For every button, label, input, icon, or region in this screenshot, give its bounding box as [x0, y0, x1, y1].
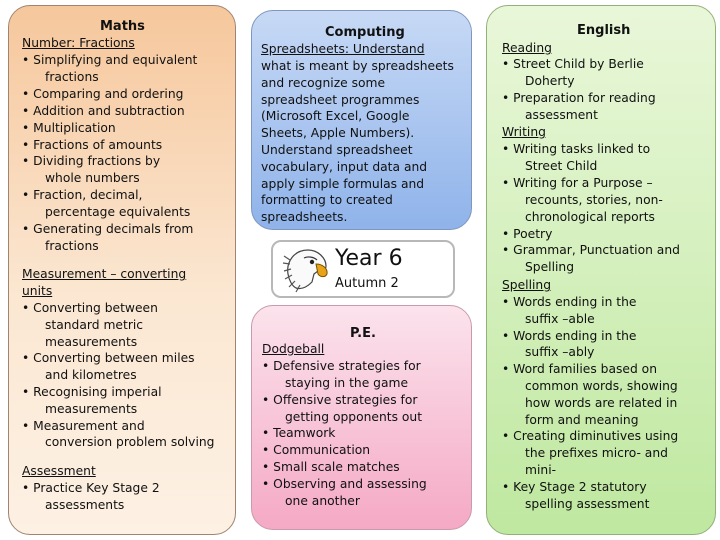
maths-heading-measurement-cont: units: [22, 284, 53, 298]
english-line: chronological reports: [525, 210, 655, 224]
pe-line: getting opponents out: [285, 410, 423, 424]
maths-heading-assessment: Assessment: [22, 464, 96, 478]
maths-line: measurements: [45, 335, 138, 349]
maths-line: fractions: [45, 70, 99, 84]
pe-line: • Communication: [262, 443, 371, 457]
english-line: • Words ending in the: [502, 329, 637, 343]
pe-line: staying in the game: [285, 376, 409, 390]
maths-line: fractions: [45, 239, 99, 253]
computing-line: apply simple formulas and: [261, 177, 425, 191]
english-line: Street Child: [525, 159, 598, 173]
english-heading-reading: Reading: [502, 41, 552, 55]
maths-line: • Generating decimals from: [22, 222, 194, 236]
maths-line: • Measurement and: [22, 419, 145, 433]
english-line: how words are related in: [525, 396, 678, 410]
computing-line: (Microsoft Excel, Google: [261, 109, 410, 123]
maths-line: and kilometres: [45, 368, 137, 382]
computing-line: spreadsheets.: [261, 210, 348, 224]
pe-line: one another: [285, 494, 360, 508]
english-line: • Words ending in the: [502, 295, 637, 309]
maths-line: • Multiplication: [22, 121, 116, 135]
english-line: spelling assessment: [525, 497, 650, 511]
english-line: suffix –able: [525, 312, 595, 326]
computing-line: formatting to created: [261, 193, 393, 207]
english-line: suffix –ably: [525, 345, 595, 359]
pe-line: • Offensive strategies for: [262, 393, 418, 407]
english-heading-writing: Writing: [502, 125, 546, 139]
pe-line: • Defensive strategies for: [262, 359, 421, 373]
maths-line: percentage equivalents: [45, 205, 191, 219]
maths-title: Maths: [100, 19, 145, 34]
english-line: recounts, stories, non-: [525, 193, 663, 207]
year-title: Year 6: [335, 246, 403, 271]
maths-line: assessments: [45, 498, 125, 512]
english-line: • Poetry: [502, 227, 553, 241]
english-line: • Creating diminutives using: [502, 429, 679, 443]
maths-line: • Converting between miles: [22, 351, 195, 365]
eagle-icon: [282, 244, 330, 294]
english-line: • Preparation for reading: [502, 91, 656, 105]
english-line: • Writing tasks linked to: [502, 142, 651, 156]
english-line: • Grammar, Punctuation and: [502, 243, 680, 257]
year-term: Autumn 2: [335, 276, 399, 291]
pe-title: P.E.: [350, 326, 376, 341]
english-line: Doherty: [525, 74, 575, 88]
maths-line: conversion problem solving: [45, 435, 215, 449]
english-line: • Key Stage 2 statutory: [502, 480, 647, 494]
computing-heading: Spreadsheets: Understand: [261, 42, 425, 56]
maths-line: whole numbers: [45, 171, 140, 185]
english-line: form and meaning: [525, 413, 639, 427]
english-title: English: [577, 23, 631, 38]
pe-heading: Dodgeball: [262, 342, 325, 356]
pe-line: • Observing and assessing: [262, 477, 427, 491]
maths-line: • Fraction, decimal,: [22, 188, 143, 202]
maths-line: • Fractions of amounts: [22, 138, 163, 152]
maths-line: • Addition and subtraction: [22, 104, 185, 118]
computing-line: what is meant by spreadsheets: [261, 59, 454, 73]
maths-heading-measurement: Measurement – converting: [22, 267, 187, 281]
pe-line: • Small scale matches: [262, 460, 400, 474]
maths-line: • Recognising imperial: [22, 385, 162, 399]
english-line: • Street Child by Berlie: [502, 57, 644, 71]
computing-line: [261, 41, 425, 58]
english-heading-spelling: Spelling: [502, 278, 552, 292]
pe-line: • Teamwork: [262, 426, 336, 440]
english-line: the prefixes micro- and: [525, 446, 668, 460]
computing-line: Sheets, Apple Numbers).: [261, 126, 415, 140]
computing-line: Understand spreadsheet: [261, 143, 413, 157]
maths-line: • Comparing and ordering: [22, 87, 184, 101]
english-line: mini-: [525, 463, 557, 477]
maths-line: • Practice Key Stage 2: [22, 481, 160, 495]
computing-line: vocabulary, input data and: [261, 160, 428, 174]
computing-title: Computing: [325, 25, 405, 40]
english-line: assessment: [525, 108, 598, 122]
maths-line: measurements: [45, 402, 138, 416]
computing-line: spreadsheet programmes: [261, 93, 420, 107]
maths-heading-number: Number: Fractions: [22, 36, 135, 50]
maths-line: • Simplifying and equivalent: [22, 53, 198, 67]
maths-line: • Dividing fractions by: [22, 154, 161, 168]
maths-line: • Converting between: [22, 301, 158, 315]
english-line: Spelling: [525, 260, 575, 274]
english-line: • Writing for a Purpose –: [502, 176, 653, 190]
english-line: • Word families based on: [502, 362, 657, 376]
computing-line: and recognize some: [261, 76, 386, 90]
maths-line: standard metric: [45, 318, 144, 332]
english-line: common words, showing: [525, 379, 678, 393]
